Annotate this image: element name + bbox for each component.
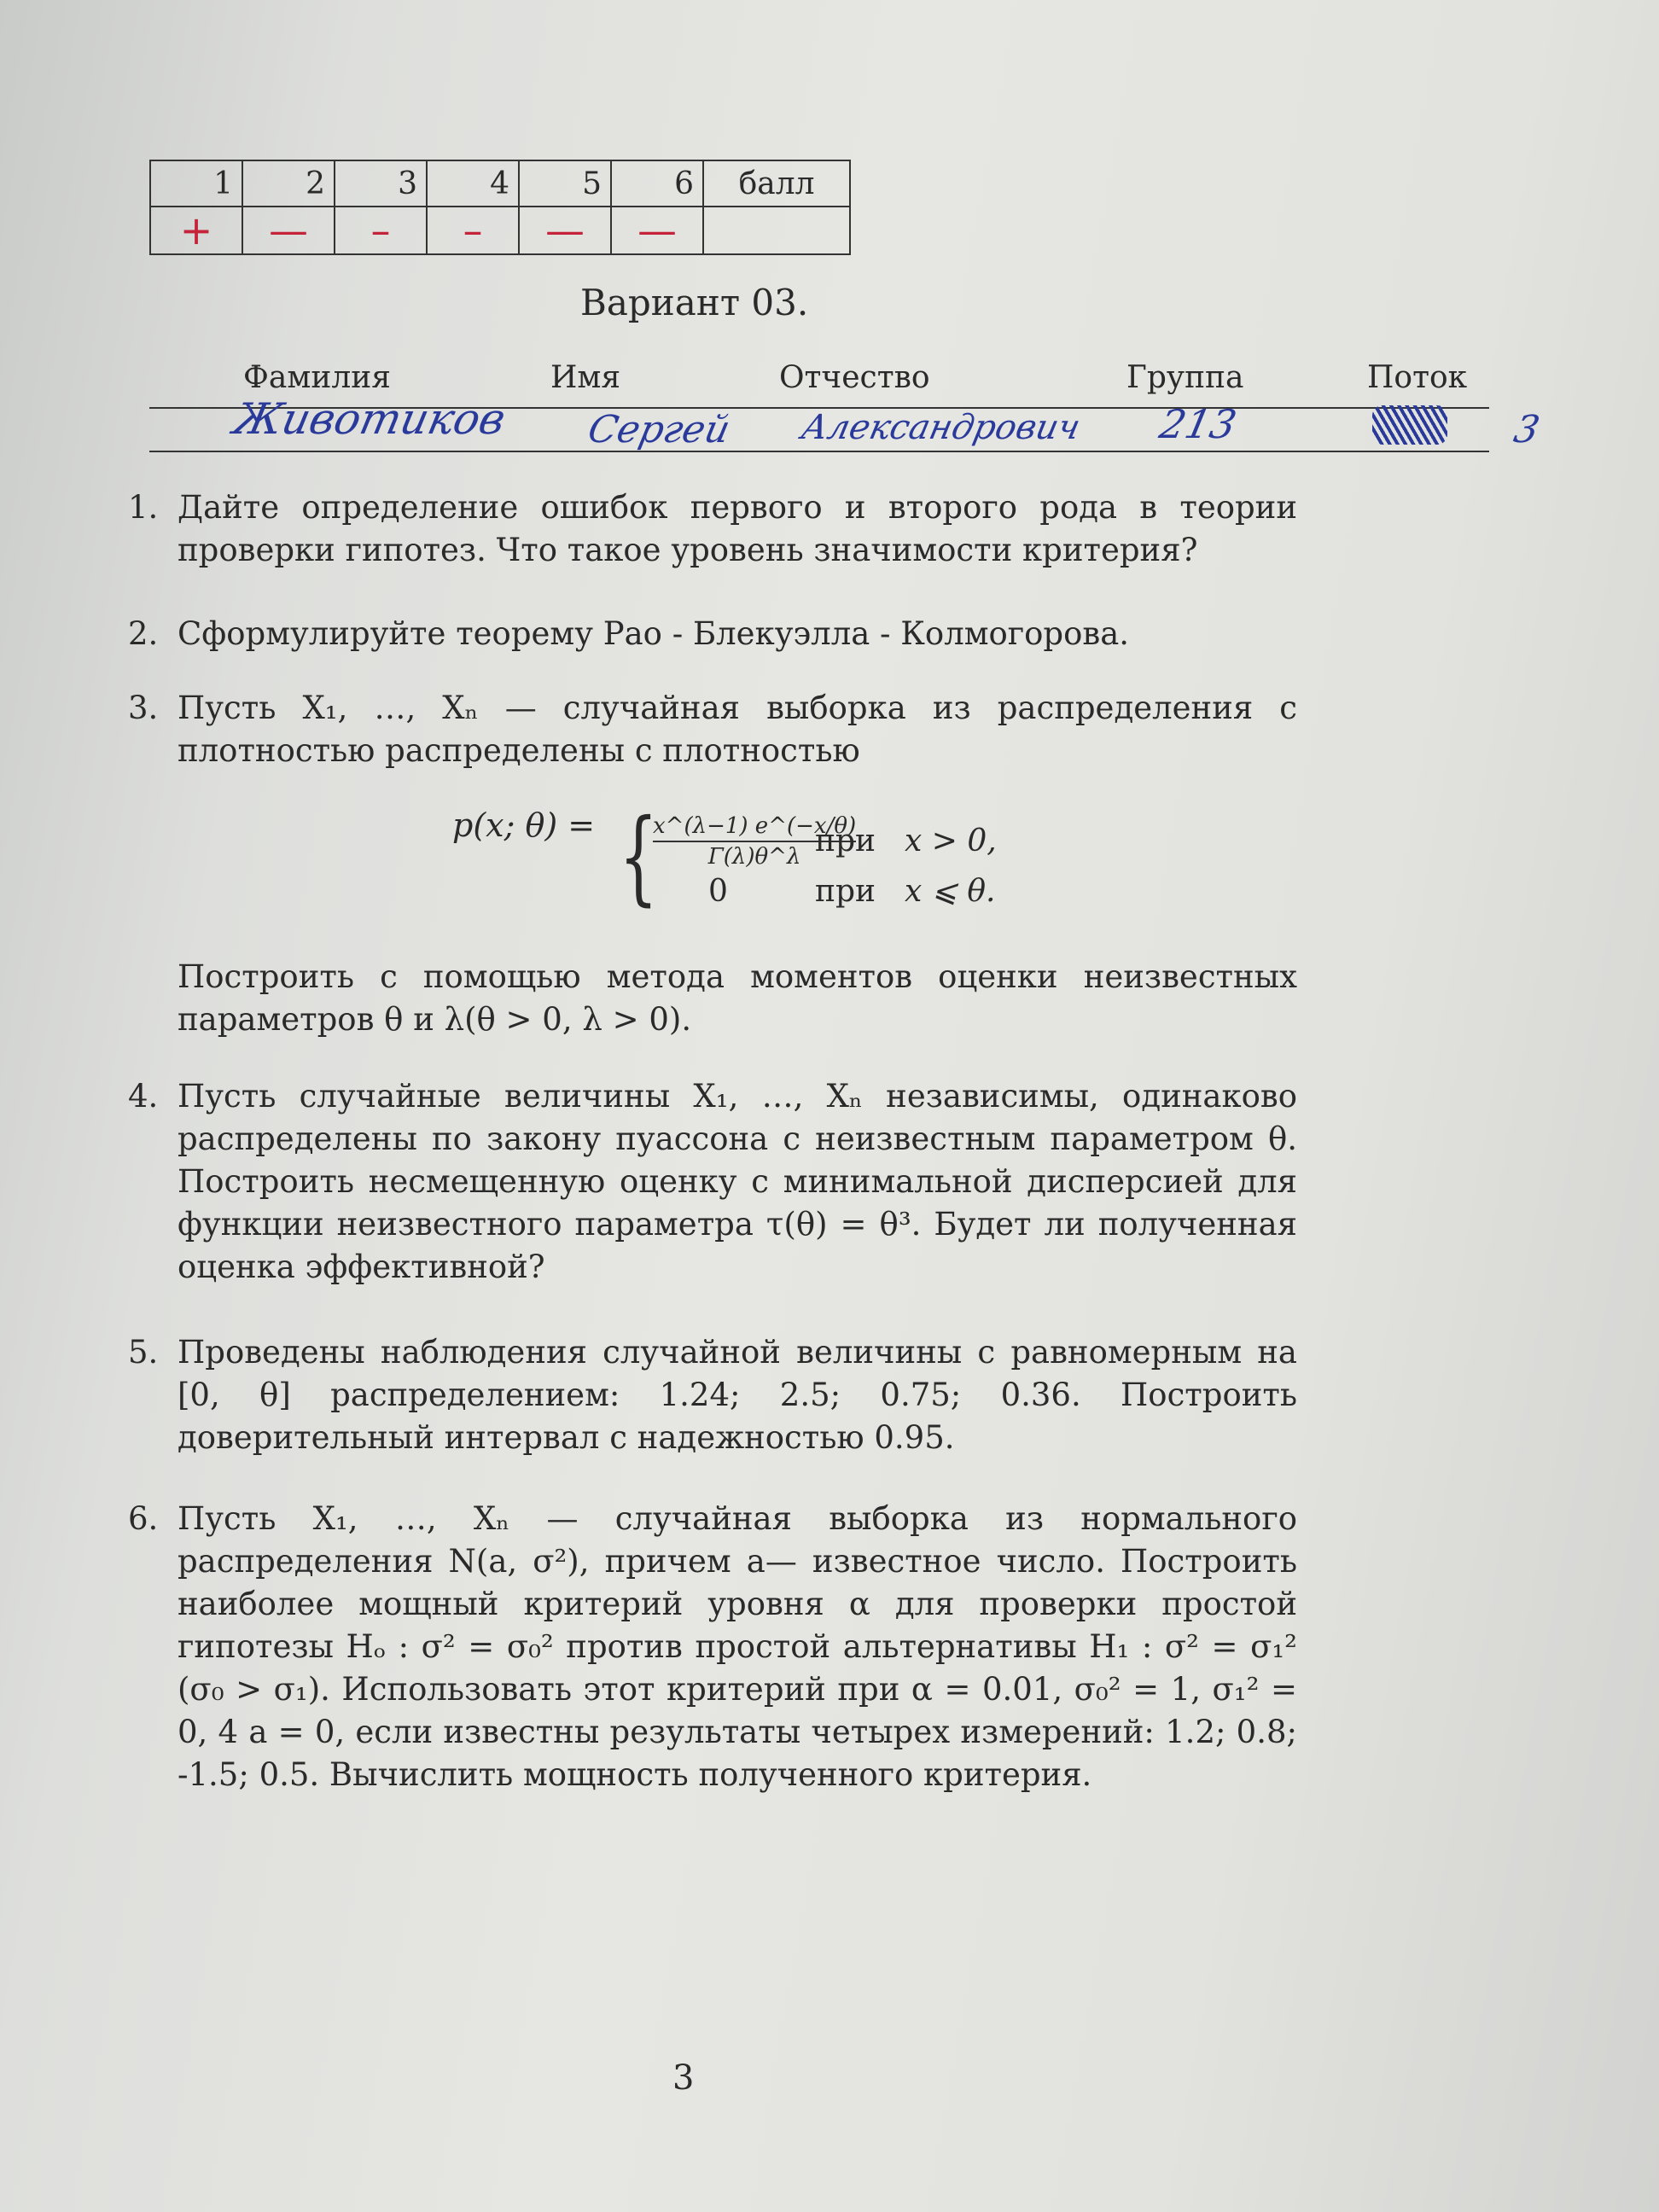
problem-text: Сформулируйте теорему Рао - Блекуэлла - Колмогорова. xyxy=(178,615,1130,652)
problem-number: 3. xyxy=(128,690,159,726)
label-patronymic: Отчество xyxy=(779,360,930,395)
page-number: 3 xyxy=(672,2058,695,2098)
problem-4 xyxy=(128,1075,1297,1297)
label-surname: Фамилия xyxy=(243,360,391,395)
variant-title: Вариант 03. xyxy=(580,282,809,323)
formula-cond-2: x ⩽ θ. xyxy=(905,874,996,909)
formula-when-2: при xyxy=(815,874,876,909)
problem-6 xyxy=(128,1498,1297,1822)
problem-text: Построить с помощью метода моментов оценки неизвестных параметров θ и λ(θ > 0, λ > 0). xyxy=(178,958,1297,1038)
score-header-6: 6 xyxy=(611,160,703,207)
score-header-4: 4 xyxy=(427,160,519,207)
problem-text: Пусть случайные величины X₁, …, Xₙ независимы, одинаково распределены по закону пуассона с неизвестным параметром θ. Построить несмещенную оценку с минимальной дисперсией для функции неизвестного параметра τ(θ) = θ³. Будет ли полученная оценка эффективной? xyxy=(178,1078,1297,1285)
score-mark-2: — xyxy=(242,207,335,254)
score-header-1: 1 xyxy=(150,160,242,207)
score-marks-row xyxy=(150,207,850,254)
formula-when-1: при xyxy=(815,824,876,859)
handwritten-patronymic: Александрович xyxy=(798,408,1084,447)
label-name: Имя xyxy=(550,360,621,395)
score-header-2: 2 xyxy=(242,160,335,207)
handwritten-stream: 3 xyxy=(1510,408,1544,451)
score-mark-total xyxy=(703,207,850,254)
score-header-total: балл xyxy=(703,160,850,207)
problem-2 xyxy=(128,613,1297,660)
formula-denominator: Γ(λ)θ^λ xyxy=(707,844,801,870)
handwritten-name: Сергей xyxy=(584,408,734,451)
problem-number: 5. xyxy=(128,1334,159,1371)
field-rule-bottom xyxy=(149,451,1489,452)
formula-numerator: x^(λ−1) e^(−x/θ) xyxy=(653,813,857,839)
score-header-row xyxy=(150,160,850,207)
formula-zero: 0 xyxy=(708,874,728,909)
problem-1 xyxy=(128,486,1297,580)
problem-text: Пусть X₁, …, Xₙ — случайная выборка из нормального распределения N(a, σ²), причем a— известное число. Построить наиболее мощный критерий уровня α для проверки простой гипотезы Hₒ : σ² = σ₀² против простой альтернативы H₁ : σ² = σ₁² (σ₀ > σ₁). Использовать этот критерий при α = 0.01, σ₀² = 1, σ₁² = 0, 4 a = 0, если известны результаты четырех измерений: 1.2; 0.8; -1.5; 0.5. Вычислить мощность полученного критерия. xyxy=(178,1500,1297,1793)
problem-5 xyxy=(128,1331,1297,1468)
score-mark-6: — xyxy=(611,207,703,254)
score-mark-1: + xyxy=(150,207,242,254)
score-table xyxy=(149,160,851,255)
score-header-3: 3 xyxy=(335,160,427,207)
problem-number: 2. xyxy=(128,615,159,652)
problem-number: 1. xyxy=(128,489,159,526)
score-mark-4: – xyxy=(427,207,519,254)
density-formula-lhs: p(x; θ) = xyxy=(452,806,596,844)
handwritten-group: 213 xyxy=(1155,401,1241,447)
score-header-5: 5 xyxy=(519,160,611,207)
score-mark-3: – xyxy=(335,207,427,254)
problem-3 xyxy=(128,687,1297,781)
label-stream: Поток xyxy=(1367,360,1468,395)
score-mark-5: — xyxy=(519,207,611,254)
formula-brace: { xyxy=(619,798,659,917)
problem-text: Пусть X₁, …, Xₙ — случайная выборка из распределения с плотностью распределены с плотностью xyxy=(178,690,1297,769)
problem-3-continued xyxy=(128,956,1297,1050)
problem-text: Дайте определение ошибок первого и второго рода в теории проверки гипотез. Что такое уровень значимости критерия? xyxy=(178,489,1297,568)
problem-number: 4. xyxy=(128,1078,159,1115)
problem-number: 6. xyxy=(128,1500,159,1537)
formula-cond-1: x > 0, xyxy=(905,824,997,859)
problem-text: Проведены наблюдения случайной величины с равномерным на [0, θ] распределением: 1.24; 2.5; 0.75; 0.36. Построить доверительный интервал с надежностью 0.95. xyxy=(178,1334,1297,1456)
label-group: Группа xyxy=(1126,360,1244,395)
crossed-out-scribble xyxy=(1372,405,1447,445)
handwritten-surname: Животиков xyxy=(229,394,510,444)
